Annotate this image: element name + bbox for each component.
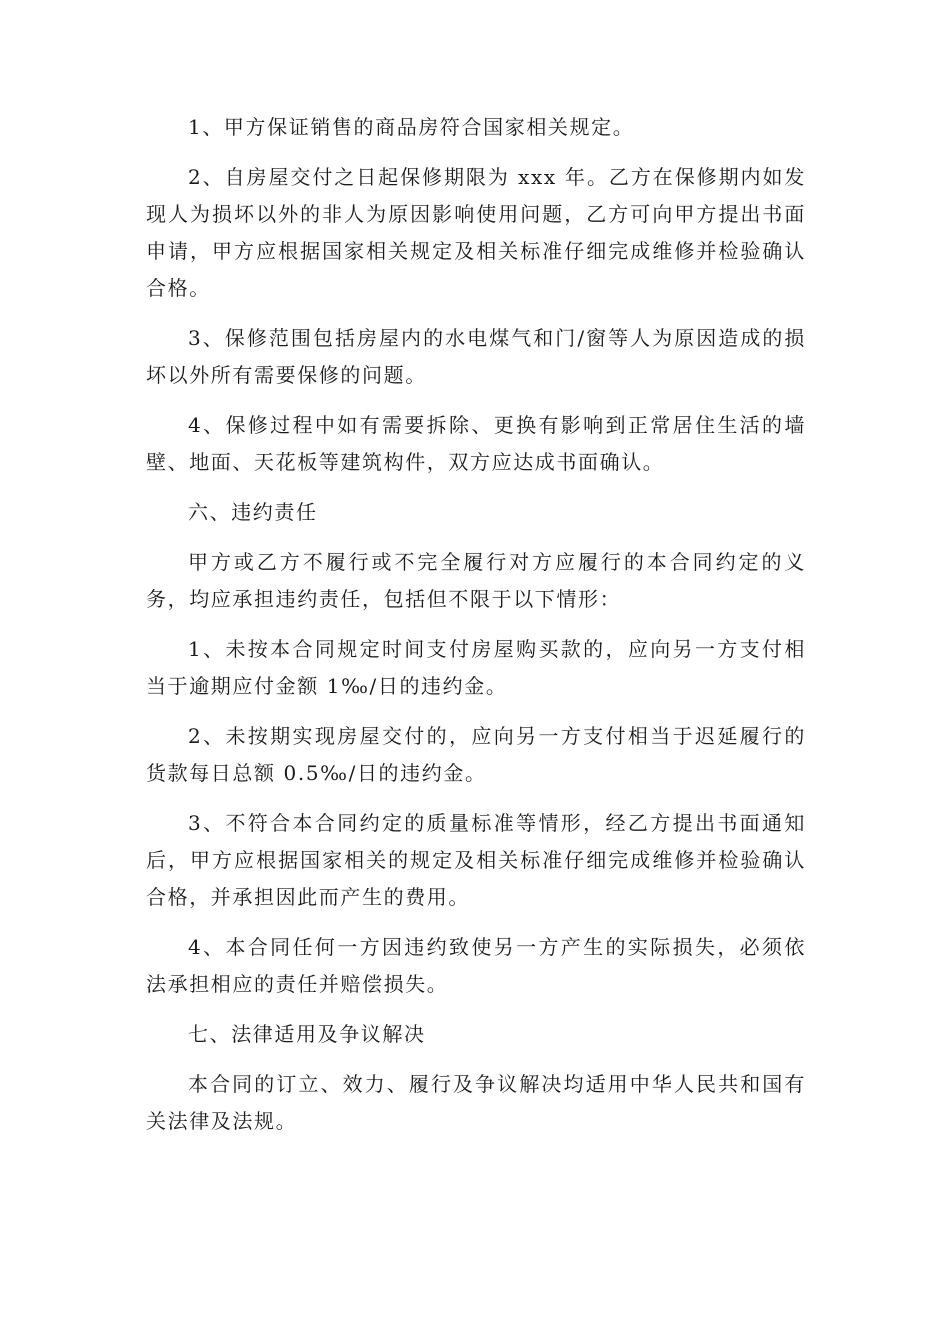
breach-intro: 甲方或乙方不履行或不完全履行对方应履行的本合同约定的义务，均应承担违约责任，包括但不限于以下情形： — [146, 550, 806, 611]
section-heading-breach-liability: 六、违约责任 — [188, 500, 318, 524]
breach-clause-1: 1、未按本合同规定时间支付房屋购买款的，应向另一方支付相当于逾期应付金额 1‰/日的违约金。 — [146, 637, 806, 698]
section-heading-law-disputes: 七、法律适用及争议解决 — [188, 1022, 426, 1046]
law-clause: 本合同的订立、效力、履行及争议解决均适用中华人民共和国有关法律及法规。 — [146, 1072, 806, 1133]
document-page — [146, 109, 806, 1153]
breach-clause-4: 4、本合同任何一方因违约致使另一方产生的实际损失，必须依法承担相应的责任并赔偿损失。 — [146, 935, 806, 996]
breach-clause-2: 2、未按期实现房屋交付的，应向另一方支付相当于迟延履行的货款每日总额 0.5‰/日的违约金。 — [146, 724, 806, 785]
warranty-clause-1: 1、甲方保证销售的商品房符合国家相关规定。 — [188, 115, 635, 139]
breach-clause-3: 3、不符合本合同约定的质量标准等情形，经乙方提出书面通知后，甲方应根据国家相关的规定及相关标准仔细完成维修并检验确认合格，并承担因此而产生的费用。 — [146, 811, 806, 909]
warranty-clause-4: 4、保修过程中如有需要拆除、更换有影响到正常居住生活的墙壁、地面、天花板等建筑构件，双方应达成书面确认。 — [146, 413, 806, 474]
warranty-clause-2: 2、自房屋交付之日起保修期限为 xxx 年。乙方在保修期内如发现人为损坏以外的非人为原因影响使用问题，乙方可向甲方提出书面申请，甲方应根据国家相关规定及相关标准仔细完成维修并检验确认合格。 — [146, 165, 806, 300]
warranty-clause-3: 3、保修范围包括房屋内的水电煤气和门/窗等人为原因造成的损坏以外所有需要保修的问题。 — [146, 326, 806, 387]
